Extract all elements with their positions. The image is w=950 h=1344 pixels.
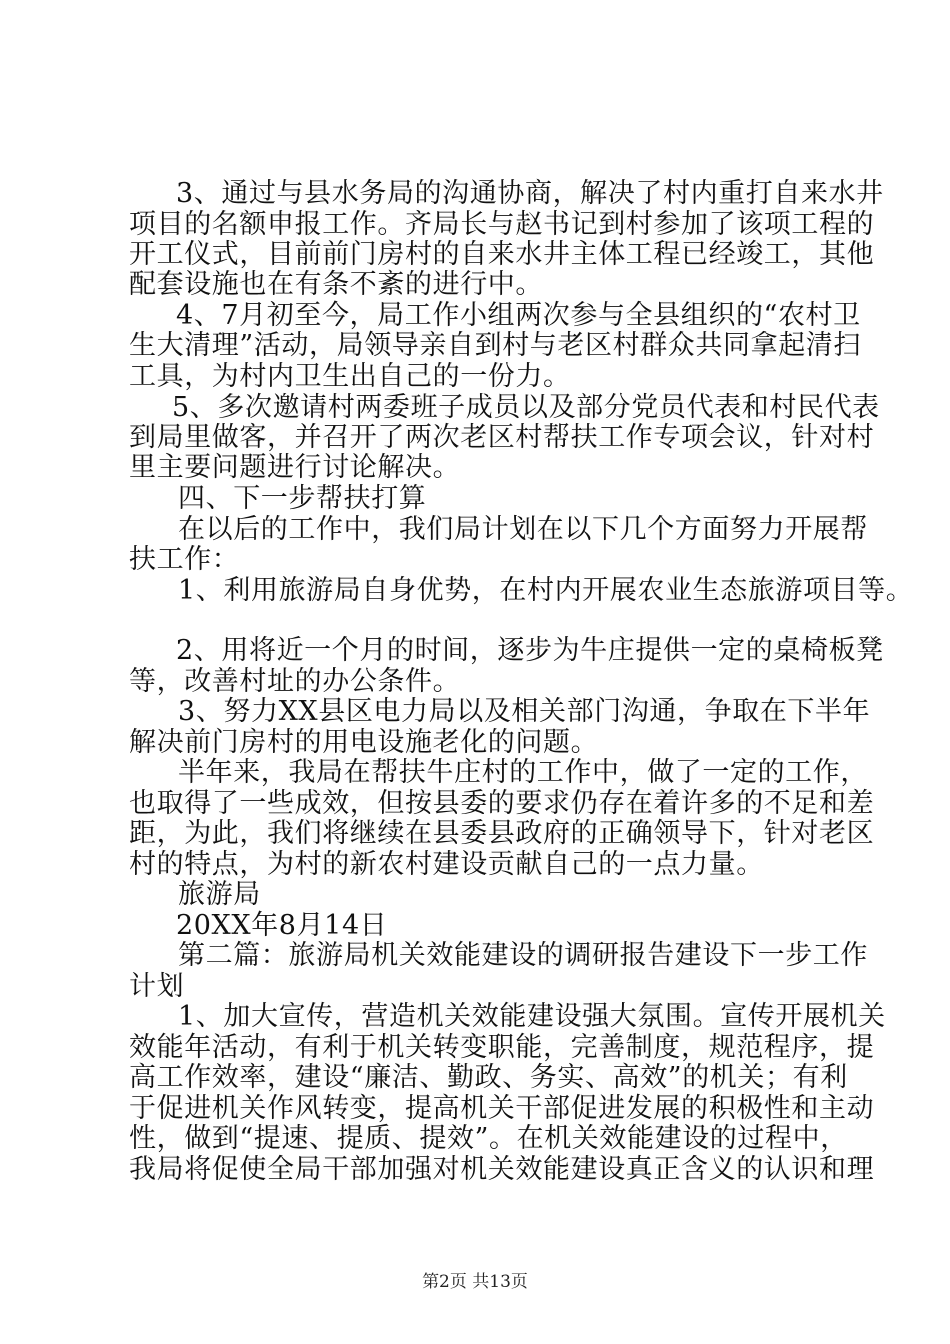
signature-org: 旅游局	[178, 879, 261, 910]
text-line: 项目的名额申报工作。齐局长与赵书记到村参加了该项工程的	[129, 209, 875, 240]
page-footer: 第2页 共13页	[422, 1272, 528, 1292]
text-line: 半年来，我局在帮扶牛庄村的工作中，做了一定的工作，	[178, 757, 868, 788]
chapter-title: 计划	[129, 971, 185, 1002]
text-line: 于促进机关作风转变，提高机关干部促进发展的积极性和主动	[129, 1093, 875, 1124]
section-heading: 四、下一步帮扶打算	[178, 483, 427, 514]
text-line: 3、努力XX县区电力局以及相关部门沟通，争取在下半年	[178, 696, 871, 727]
text-line: 配套设施也在有条不紊的进行中。	[129, 269, 543, 300]
text-line: 距，为此，我们将继续在县委县政府的正确领导下，针对老区	[129, 818, 875, 849]
text-line: 1、加大宣传，营造机关效能建设强大氛围。宣传开展机关	[178, 1001, 886, 1032]
text-line: 2、用将近一个月的时间，逐步为牛庄提供一定的桌椅板凳	[176, 635, 884, 666]
text-line: 5、多次邀请村两委班子成员以及部分党员代表和村民代表	[172, 392, 880, 423]
text-line: 性，做到“提速、提质、提效”。在机关效能建设的过程中，	[129, 1123, 848, 1154]
text-line: 生大清理”活动，局领导亲自到村与老区村群众共同拿起清扫	[129, 330, 862, 361]
text-line: 解决前门房村的用电设施老化的问题。	[129, 727, 599, 758]
text-line: 工具，为村内卫生出自己的一份力。	[129, 361, 571, 392]
text-line: 效能年活动，有利于机关转变职能，完善制度，规范程序，提	[129, 1032, 875, 1063]
text-line: 里主要问题进行讨论解决。	[129, 452, 461, 483]
chapter-title: 第二篇：旅游局机关效能建设的调研报告建设下一步工作	[178, 940, 868, 971]
text-line: 等，改善村址的办公条件。	[129, 666, 461, 697]
text-line: 我局将促使全局干部加强对机关效能建设真正含义的认识和理	[129, 1154, 875, 1185]
text-line: 4、7月初至今，局工作小组两次参与全县组织的“农村卫	[176, 300, 861, 331]
text-line: 到局里做客，并召开了两次老区村帮扶工作专项会议，针对村	[129, 422, 875, 453]
signature-date: 20XX年8月14日	[176, 910, 388, 941]
text-line: 开工仪式，目前前门房村的自来水井主体工程已经竣工，其他	[129, 239, 875, 270]
text-line: 高工作效率，建设“廉洁、勤政、务实、高效”的机关；有利	[129, 1062, 848, 1093]
text-line: 1、利用旅游局自身优势，在村内开展农业生态旅游项目等。	[178, 575, 914, 606]
text-line: 扶工作：	[129, 544, 240, 575]
text-line: 3、通过与县水务局的沟通协商，解决了村内重打自来水井	[176, 178, 884, 209]
text-line: 也取得了一些成效，但按县委的要求仍存在着许多的不足和差	[129, 788, 875, 819]
text-line: 村的特点，为村的新农村建设贡献自己的一点力量。	[129, 849, 764, 880]
text-line: 在以后的工作中，我们局计划在以下几个方面努力开展帮	[178, 514, 868, 545]
